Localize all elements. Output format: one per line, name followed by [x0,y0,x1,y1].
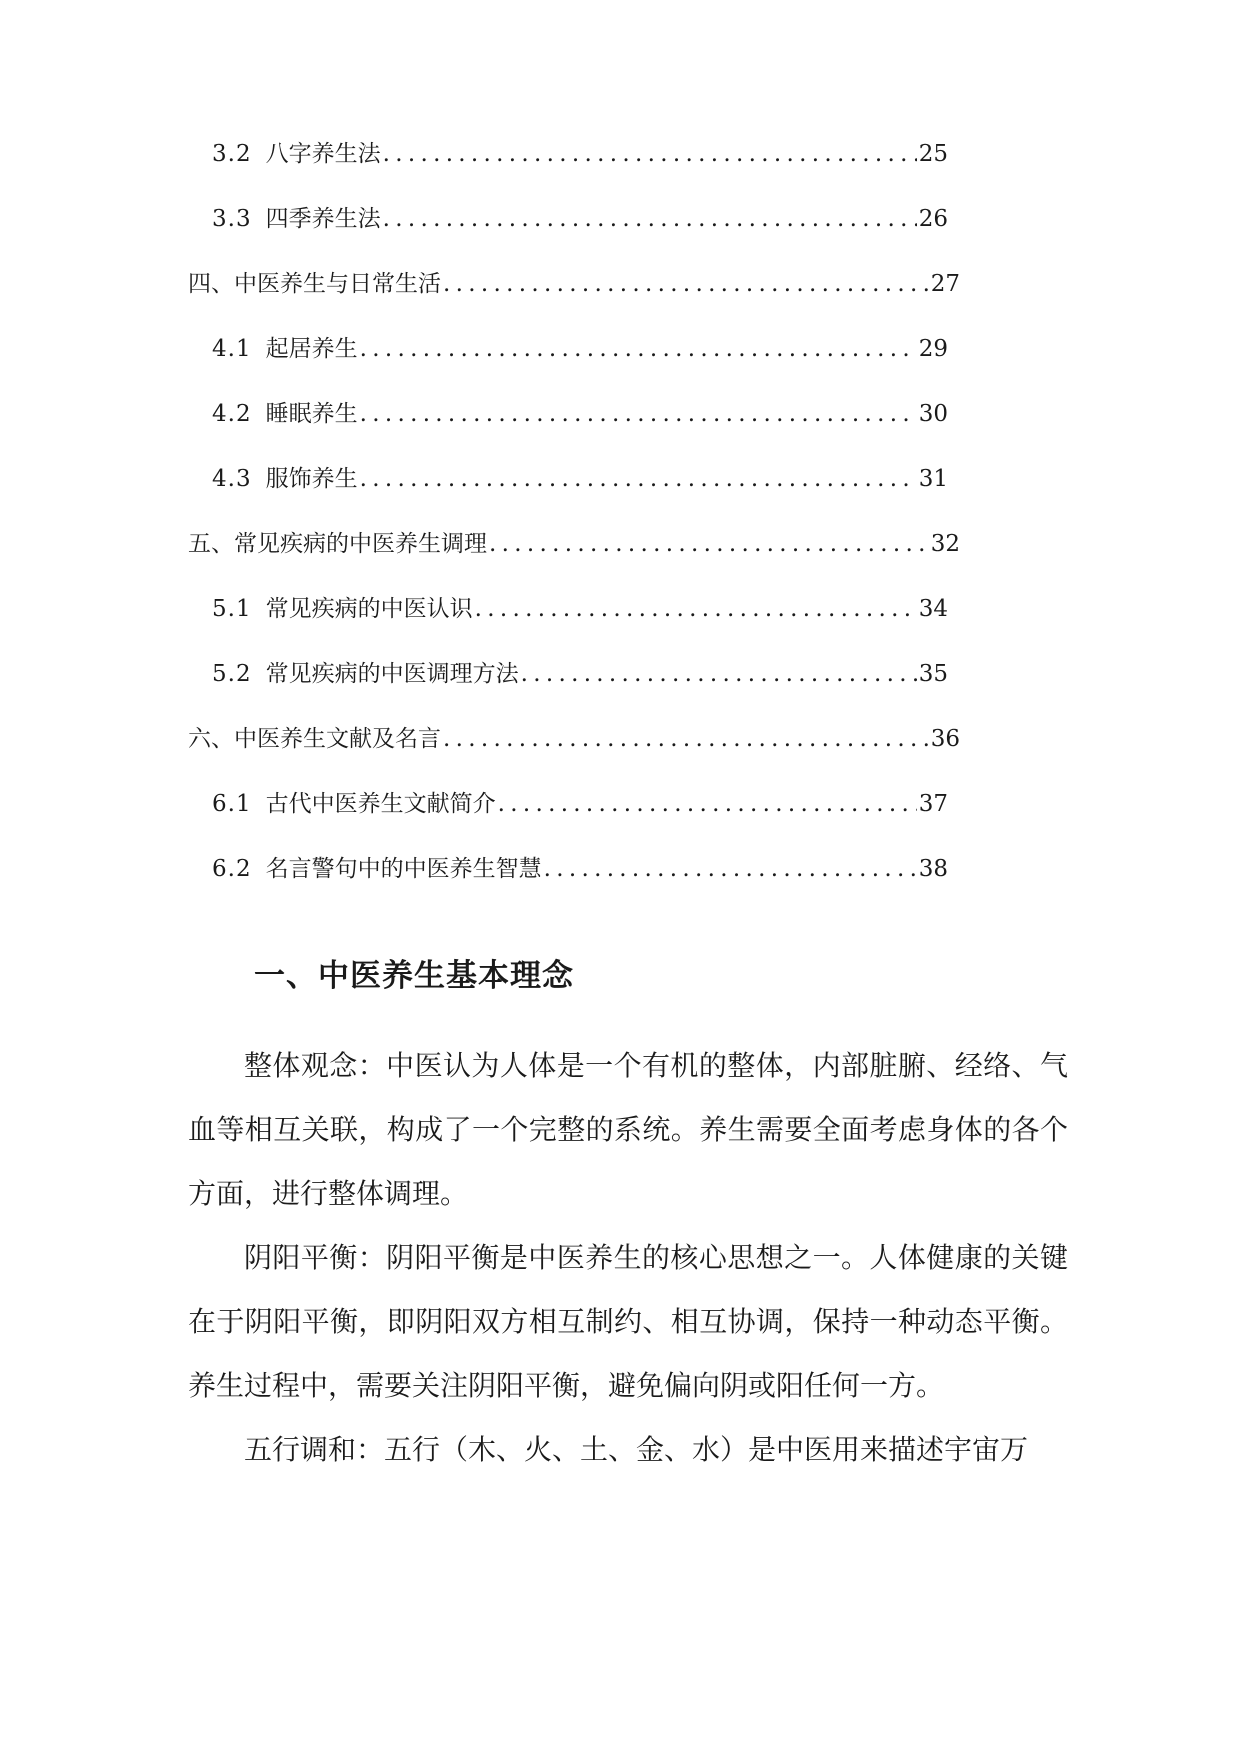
toc-entry[interactable] [188,398,948,463]
toc-entry-page: 36 [930,726,960,752]
toc-entry-number: 4.2 [212,401,252,427]
toc-entry-page: 38 [918,856,948,882]
toc-entry-title: 四、中医养生与日常生活 [188,271,441,297]
toc-entry[interactable] [188,333,948,398]
toc-entry-title: 八字养生法 [265,141,381,167]
toc-entry-title: 常见疾病的中医认识 [265,596,473,622]
toc-leader-dots [443,268,929,300]
toc-leader-dots [383,138,917,170]
paragraph: 整体观念：中医认为人体是一个有机的整体，内部脏腑、经络、气血等相互关联，构成了一个完整的系统。养生需要全面考虑身体的各个方面，进行整体调理。 [188,1049,1068,1210]
toc-entry-number: 6.2 [212,856,252,882]
toc-entry-number: 5.1 [212,596,252,622]
toc-entry-page: 30 [918,401,948,427]
toc-entry[interactable] [188,528,960,593]
section-body [188,1034,1068,1482]
toc-leader-dots [475,593,917,625]
toc-entry-page: 27 [930,271,960,297]
toc-entry[interactable] [188,853,948,918]
toc-entry[interactable] [188,593,948,658]
table-of-contents [188,138,960,918]
toc-entry-title: 服饰养生 [265,466,358,492]
toc-entry-title: 四季养生法 [265,206,381,232]
toc-entry-number: 3.2 [212,141,252,167]
toc-entry-page: 25 [918,141,948,167]
paragraph: 五行调和：五行（木、火、土、金、水）是中医用来描述宇宙万 [244,1433,1029,1466]
toc-entry-page: 29 [918,336,948,362]
toc-entry[interactable] [188,463,948,528]
toc-leader-dots [521,658,917,690]
toc-entry-page: 26 [918,206,948,232]
toc-entry-page: 35 [918,661,948,687]
toc-entry-title: 常见疾病的中医调理方法 [265,661,519,687]
toc-entry-title: 五、常见疾病的中医养生调理 [188,531,487,557]
toc-entry-number: 3.3 [212,206,252,232]
toc-entry-title: 六、中医养生文献及名言 [188,726,441,752]
paragraph: 阴阳平衡：阴阳平衡是中医养生的核心思想之一。人体健康的关键在于阴阳平衡，即阴阳双方相互制约、相互协调，保持一种动态平衡。养生过程中，需要关注阴阳平衡，避免偏向阴或阳任何一方。 [188,1241,1068,1402]
toc-entry[interactable] [188,723,960,788]
toc-leader-dots [544,853,917,885]
toc-leader-dots [360,463,917,495]
toc-leader-dots [383,203,917,235]
toc-entry-page: 37 [918,791,948,817]
toc-entry-number: 4.3 [212,466,252,492]
toc-entry-title: 起居养生 [265,336,358,362]
toc-leader-dots [360,333,917,365]
toc-entry-title: 古代中医养生文献简介 [265,791,496,817]
toc-leader-dots [360,398,917,430]
toc-entry[interactable] [188,788,948,853]
toc-entry[interactable] [188,138,948,203]
toc-entry[interactable] [188,203,948,268]
toc-entry-page: 32 [930,531,960,557]
toc-leader-dots [498,788,917,820]
toc-entry-number: 6.1 [212,791,252,817]
toc-entry-number: 4.1 [212,336,252,362]
toc-leader-dots [443,723,929,755]
toc-entry[interactable] [188,268,960,333]
toc-leader-dots [489,528,929,560]
toc-entry-title: 睡眠养生 [265,401,358,427]
toc-entry-title: 名言警句中的中医养生智慧 [265,856,542,882]
toc-entry-page: 34 [918,596,948,622]
section-heading: 一、中医养生基本理念 [254,958,574,994]
toc-entry[interactable] [188,658,948,723]
toc-entry-page: 31 [918,466,948,492]
toc-entry-number: 5.2 [212,661,252,687]
